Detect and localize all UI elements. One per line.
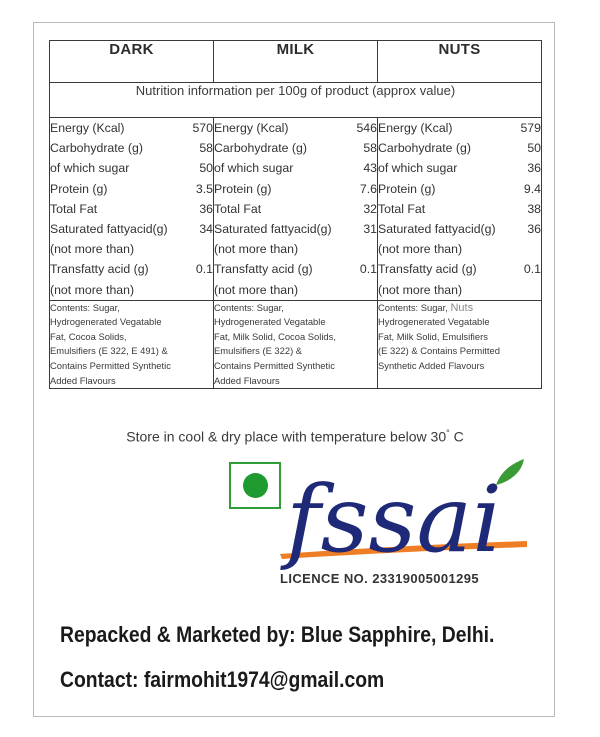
table-row: [378, 239, 541, 259]
nutrient-value: 3.5: [195, 181, 213, 196]
nutrient-label: Saturated fattyacid(g): [378, 221, 496, 236]
contents-line: Fat, Cocoa Solids,: [50, 330, 127, 342]
table-row: [214, 259, 377, 279]
table-row: [378, 179, 541, 199]
contents-line: Emulsifiers (E 322, E 491) &: [50, 345, 168, 357]
nutrient-label: Transfatty acid (g): [214, 262, 313, 277]
contents-line: Emulsifiers (E 322) &: [214, 345, 303, 357]
contact-email: Contact: fairmohit1974@gmail.com: [60, 667, 385, 692]
dark-values: [50, 118, 214, 301]
table-row: [50, 158, 213, 178]
table-row: [214, 138, 377, 158]
nutrient-label: Transfatty acid (g): [378, 262, 477, 277]
storage-unit: C: [449, 428, 464, 445]
nutrient-value: 43: [363, 161, 377, 176]
licence-number: LICENCE NO. 23319005001295: [280, 571, 480, 586]
contents-line: Fat, Milk Solid, Emulsifiers: [378, 330, 488, 342]
nutrient-value: 0.1: [359, 262, 377, 277]
storage-text: Store in cool & dry place with temperature below 30: [126, 428, 447, 445]
nutrient-value: [375, 280, 377, 300]
info-row: [50, 83, 542, 118]
table-row: [214, 219, 377, 239]
contents-line: Added Flavours: [50, 374, 116, 386]
nutrient-value: 31: [363, 221, 377, 236]
table-row: [214, 199, 377, 219]
nutrient-value: [539, 280, 541, 300]
header-milk: MILK: [214, 41, 378, 83]
table-row: [378, 280, 541, 300]
nutrient-label: Energy (Kcal): [50, 121, 125, 135]
nutrient-label: (not more than): [378, 282, 463, 297]
nutrient-label: (not more than): [378, 242, 463, 257]
nutrient-label: Protein (g): [378, 181, 436, 196]
nutrient-label: Energy (Kcal): [378, 121, 453, 135]
nutrient-value: 579: [520, 121, 541, 135]
degree-sign: °: [446, 428, 450, 438]
nutrition-info-text: Nutrition information per 100g of product (approx value): [50, 83, 542, 118]
nutrient-value: 546: [356, 121, 377, 135]
nutrient-value: 32: [363, 201, 377, 216]
table-row: [50, 118, 213, 138]
storage-instruction: [49, 428, 541, 445]
nutrition-table: [49, 40, 542, 389]
nutrient-value: 570: [192, 121, 213, 135]
dark-contents: [50, 300, 214, 389]
contents-line: Contents: Sugar,: [50, 301, 120, 313]
contents-line: Contains Permitted Synthetic: [50, 360, 171, 372]
nutrient-label: Saturated fattyacid(g): [214, 221, 332, 236]
contents-line: Hydrogenerated Vegatable: [378, 316, 490, 328]
nutrient-label: Total Fat: [50, 201, 98, 216]
logo-text: fssai: [279, 466, 502, 570]
nutrient-value: 58: [199, 141, 213, 156]
milk-contents: [214, 300, 378, 389]
nutrient-label: Total Fat: [378, 201, 426, 216]
nutrient-label: (not more than): [214, 242, 299, 257]
veg-dot: [243, 473, 268, 498]
nutrient-label: of which sugar: [50, 161, 130, 176]
milk-values: [214, 118, 378, 301]
table-row: [378, 138, 541, 158]
nutrient-label: Transfatty acid (g): [50, 262, 149, 277]
nutrient-value: 36: [527, 161, 541, 176]
contents-row: [50, 300, 542, 389]
nutrient-label: (not more than): [50, 242, 135, 257]
table-row: [50, 179, 213, 199]
repacked-by: Repacked & Marketed by: Blue Sapphire, Delhi.: [60, 622, 495, 647]
table-row: [378, 219, 541, 239]
table-row: [50, 280, 213, 300]
table-row: [214, 179, 377, 199]
contents-line: Hydrogenerated Vegatable: [50, 316, 162, 328]
header-nuts: NUTS: [378, 41, 542, 83]
nutrient-value: [211, 239, 213, 259]
nutrient-value: [375, 239, 377, 259]
nutrient-label: Carbohydrate (g): [50, 141, 143, 156]
table-row: [214, 280, 377, 300]
nutrient-label: Total Fat: [214, 201, 262, 216]
header-dark: DARK: [50, 41, 214, 83]
contents-line: Fat, Milk Solid, Cocoa Solids,: [214, 330, 336, 342]
nuts-values: [378, 118, 542, 301]
fssai-logo: [272, 455, 534, 570]
nutrient-value: [539, 239, 541, 259]
table-row: [378, 259, 541, 279]
nutrient-label: Carbohydrate (g): [378, 141, 471, 156]
nutrient-label: Carbohydrate (g): [214, 141, 307, 156]
table-row: [50, 138, 213, 158]
table-row: [50, 239, 213, 259]
contents-line: [378, 301, 541, 316]
nutrient-value: 0.1: [523, 262, 541, 277]
nutrient-label: (not more than): [214, 282, 299, 297]
nutrient-label: Saturated fattyacid(g): [50, 221, 168, 236]
nutrient-value: 38: [527, 201, 541, 216]
contents-line: Contents: Sugar,: [214, 301, 284, 313]
table-row: [214, 158, 377, 178]
table-row: [214, 118, 377, 138]
nutrient-label: Energy (Kcal): [214, 121, 289, 135]
table-row: [378, 118, 541, 138]
contents-line: Contains Permitted Synthetic: [214, 360, 335, 372]
contents-line: Synthetic Added Flavours: [378, 360, 485, 372]
table-row: [378, 199, 541, 219]
nutrient-value: 36: [199, 201, 213, 216]
nutrient-value: 50: [527, 141, 541, 156]
nutrient-label: of which sugar: [378, 161, 458, 176]
nutrient-value: 34: [199, 221, 213, 236]
nutrient-value: 7.6: [359, 181, 377, 196]
nuts-contents: [378, 300, 542, 389]
table-row: [50, 199, 213, 219]
table-row: [214, 239, 377, 259]
table-row: [50, 259, 213, 279]
nutrient-label: Protein (g): [50, 181, 108, 196]
nutrient-label: (not more than): [50, 282, 135, 297]
nutrient-value: 9.4: [523, 181, 541, 196]
nutrient-label: Protein (g): [214, 181, 272, 196]
nutrient-value: 50: [199, 161, 213, 176]
table-row: [378, 158, 541, 178]
nutrient-value: 36: [527, 221, 541, 236]
nutrient-value: [211, 280, 213, 300]
contents-line: (E 322) & Contains Permitted: [378, 345, 500, 357]
nutrient-value: 0.1: [195, 262, 213, 277]
nutrient-label: of which sugar: [214, 161, 294, 176]
contents-line: Added Flavours: [214, 374, 280, 386]
contents-text: Contents: Sugar,: [378, 301, 448, 313]
table-row: [50, 219, 213, 239]
values-row: [50, 118, 542, 301]
contents-line: Hydrogenerated Vegatable: [214, 316, 326, 328]
nutrient-value: 58: [363, 141, 377, 156]
header-row: [50, 41, 542, 83]
nuts-word: Nuts: [450, 301, 474, 314]
